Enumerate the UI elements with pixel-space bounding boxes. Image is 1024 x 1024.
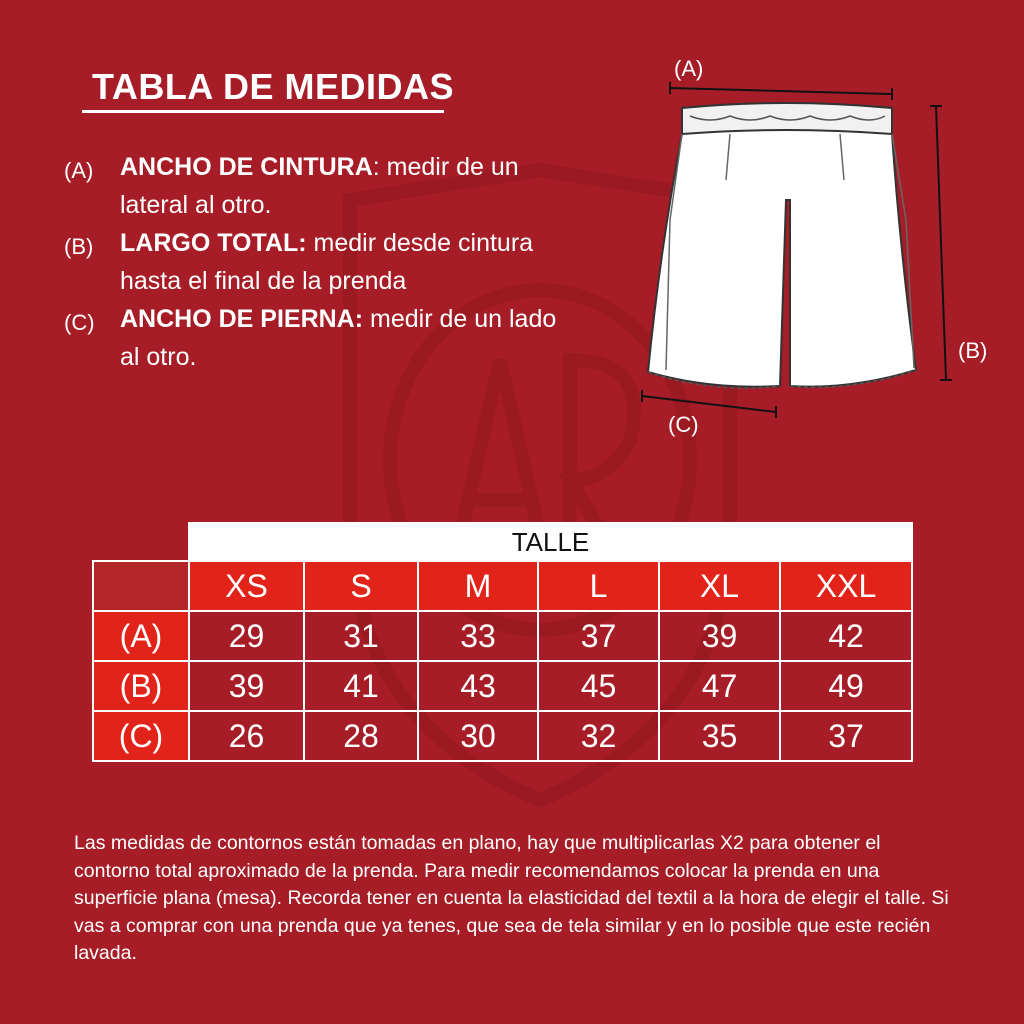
instruction-letter: (A) [64,158,94,183]
size-label: S [304,561,418,611]
table-cell: 41 [304,661,418,711]
table-header-row [93,523,912,561]
instruction-term: LARGO TOTAL: [120,229,307,257]
table-blank-cell [93,523,189,561]
table-cell: 29 [189,611,304,661]
table-cell: 45 [538,661,659,711]
instruction-letter: (B) [64,234,94,259]
table-cell: 35 [659,711,780,761]
instruction-a [64,148,564,224]
footnote-text: Las medidas de contornos están tomadas en plano, hay que multiplicarlas X2 para obtener el contorno total aproximado de la prenda. Para medir recomendamos colocar la prenda en una superficie plana (mesa). Recorda tener en cuenta la elasticidad del textil a la hora de elegir el talle. Si vas a comprar con una prenda que ya tenes, que sea de tela similar y en lo posible que este recién lavada. [74,832,949,964]
table-cell: 30 [418,711,538,761]
size-label: M [418,561,538,611]
instruction-b [64,224,564,300]
dimension-label-b: (B) [958,338,988,363]
dimension-label-c: (C) [668,412,699,437]
measurement-instructions [64,148,564,376]
row-label: (A) [93,611,189,661]
table-row [93,611,912,661]
table-cell: 37 [780,711,912,761]
table-cell: 31 [304,611,418,661]
row-label: (B) [93,661,189,711]
table-cell: 47 [659,661,780,711]
table-cell: 39 [659,611,780,661]
size-label: XL [659,561,780,611]
row-label: (C) [93,711,189,761]
table-cell: 32 [538,711,659,761]
page-title: TABLA DE MEDIDAS [92,66,454,107]
table-corner-cell [93,561,189,611]
table-cell: 37 [538,611,659,661]
table-cell: 42 [780,611,912,661]
size-row [93,561,912,611]
table-cell: 49 [780,661,912,711]
instruction-text: medir desde cintura hasta el final de la prenda [120,229,534,295]
instruction-term: ANCHO DE PIERNA: [120,305,364,333]
instruction-text: : medir de un lateral al otro. [120,153,519,219]
dimension-label-a: (A) [674,56,704,81]
table-cell: 28 [304,711,418,761]
table-row [93,711,912,761]
table-cell: 26 [189,711,304,761]
instruction-term: ANCHO DE CINTURA [120,153,373,181]
size-label: XXL [780,561,912,611]
table-row [93,661,912,711]
title-underline [82,110,444,113]
size-label: L [538,561,659,611]
shorts-diagram-icon [630,50,1010,450]
table-cell: 39 [189,661,304,711]
instruction-c [64,300,564,376]
instruction-text: medir de un lado al otro. [120,305,557,371]
table-cell: 33 [418,611,538,661]
shorts-diagram [630,50,1010,450]
instruction-letter: (C) [64,310,95,335]
size-label: XS [189,561,304,611]
size-table [92,522,913,762]
talle-header: TALLE [189,523,912,561]
table-cell: 43 [418,661,538,711]
